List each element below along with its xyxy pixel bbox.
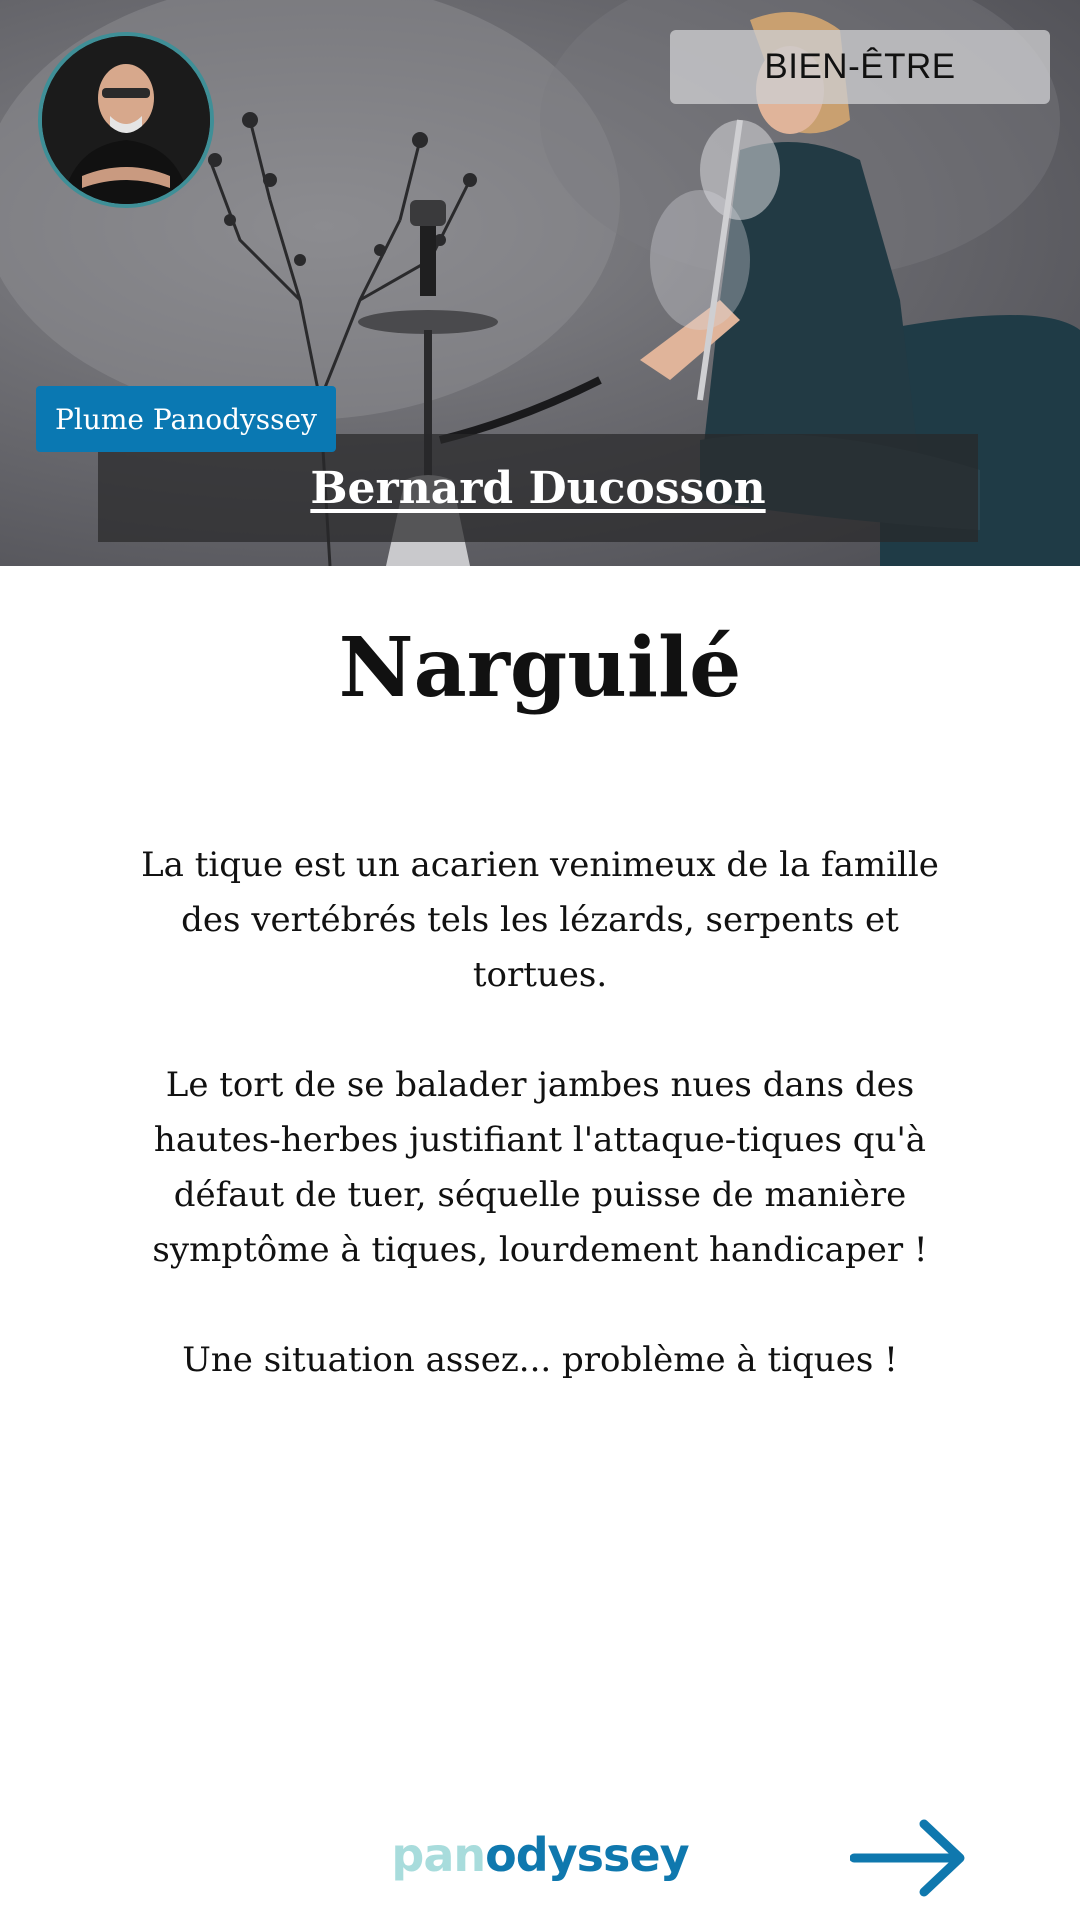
arrow-right-icon <box>850 1818 970 1898</box>
logo-part-odyssey: odyssey <box>485 1828 689 1882</box>
author-name-link[interactable]: Bernard Ducosson <box>310 462 766 514</box>
article-body <box>120 838 960 1443</box>
author-avatar[interactable] <box>38 32 214 208</box>
article-paragraph: Une situation assez... problème à tiques ! <box>182 1340 898 1380</box>
category-badge[interactable]: BIEN-ÊTRE <box>670 30 1050 104</box>
avatar-portrait-icon <box>42 36 210 204</box>
plume-tag[interactable]: Plume Panodyssey <box>36 386 336 452</box>
logo-part-pan: pan <box>391 1828 486 1882</box>
article-paragraph: La tique est un acarien venimeux de la famille des vertébrés tels les lézards, serpents et tortues. <box>141 845 939 995</box>
hero-image <box>0 0 1080 566</box>
article-paragraph: Le tort de se balader jambes nues dans des hautes-herbes justifiant l'attaque-tiques qu'à défaut de tuer, séquelle puisse de manière symptôme à tiques, lourdement handicaper ! <box>152 1065 928 1270</box>
next-page-button[interactable] <box>850 1818 970 1898</box>
article-title: Narguilé <box>338 620 742 716</box>
